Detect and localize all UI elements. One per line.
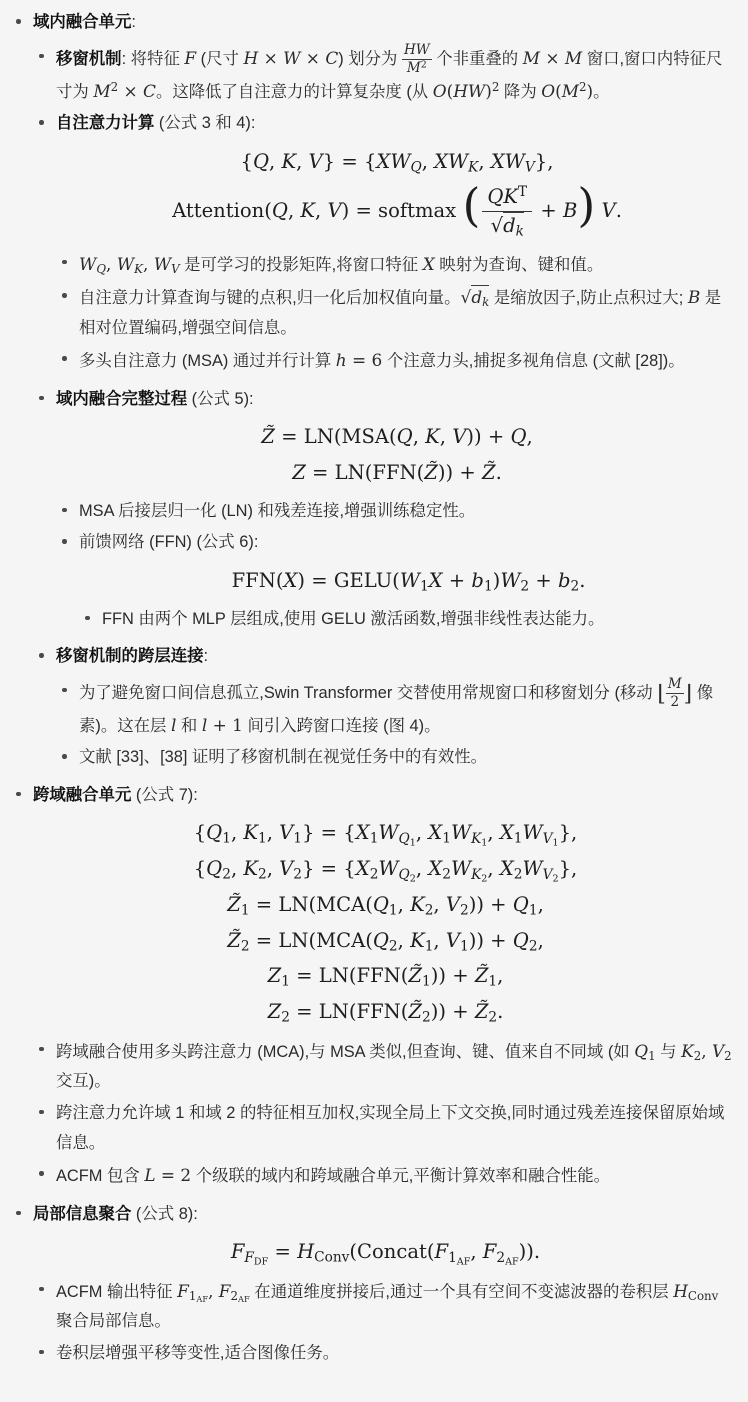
item-acfm-output-concat [36, 1276, 735, 1337]
bullet-icon [39, 54, 44, 59]
list-item-text: 跨域融合单元 (公式 7): [33, 785, 198, 804]
item-intra-domain-fusion-unit-row [13, 8, 735, 38]
item-local-information-aggregation-children [36, 1240, 735, 1368]
list-item-text: FFN 由两个 MLP 层组成,使用 GELU 激活函数,增强非线性表达能力。 [102, 609, 605, 628]
bullet-icon [62, 260, 67, 265]
list-item-text: 移窗机制的跨层连接: [56, 647, 209, 666]
list-item-text: ACFM 输出特征 $F_{1_{AF}}$, $F_{2_{AF}}$ 在通道维度拼接后,通过一个具有空间不变滤波器的卷积层 $H_{Conv}$ 聚合局部信息。 [56, 1280, 719, 1331]
item-references-33-38 [59, 743, 735, 773]
item-ffn-two-mlp [82, 605, 735, 635]
bullet-icon [39, 1350, 44, 1355]
bullet-icon [62, 293, 67, 298]
formula-z1-ffn: $Z_1$ = $LN(FFN(Z̃_1))$ + $Z̃_1$, [267, 964, 504, 990]
bullet-icon [62, 508, 67, 513]
formula-q2k2v2: {$Q_2$, $K_2$, $V_2\} = \{X_2W_{Q_2}$, $X_2W_{K_2}$, $X_2W_{V_2}$}, [193, 857, 578, 884]
list-item-text: ACFM 包含 L = 2 个级联的域内和跨域融合单元,平衡计算效率和融合性能。 [56, 1165, 611, 1186]
item-intra-domain-fusion-unit [13, 8, 735, 773]
bullet-icon [39, 396, 44, 401]
item-mca-description-row [36, 1036, 735, 1097]
item-local-information-aggregation [13, 1200, 735, 1369]
item-intra-domain-complete-process-children [59, 425, 735, 634]
item-acfm-cascade-row [36, 1160, 735, 1192]
bullet-icon [62, 539, 67, 544]
item-dot-product-scaling-row [59, 282, 735, 343]
bullet-icon [62, 688, 67, 693]
list-item-text: 卷积层增强平移等变性,适合图像任务。 [56, 1343, 340, 1362]
item-multi-head-msa-row [59, 345, 735, 377]
item-avoid-window-isolation [59, 677, 735, 742]
item-acfm-output-concat-row [36, 1276, 735, 1337]
bullet-icon [39, 1171, 44, 1176]
formula-fdf-conv: $F_{F_{DF}}$ = $H_{Conv}(Concat(F_{1_{AF}}$, $F_{2_{AF}}$)). [230, 1240, 541, 1267]
list-item-text: 跨注意力允许域 1 和域 2 的特征相互加权,实现全局上下文交换,同时通过残差连接保留原始域信息。 [56, 1103, 725, 1152]
item-conv-translation-equivariance-row [36, 1339, 735, 1369]
formula-attention-softmax: Attention(Q, K, V) = softmax ( $QK^T$ $√d_k$ + B) V. [172, 178, 622, 240]
item-ffn-feed-forward-children [82, 569, 735, 634]
item-ffn-two-mlp-row [82, 605, 735, 635]
bullet-icon [16, 1211, 21, 1216]
bullet-icon [16, 792, 21, 797]
formula-z1-tilde-mca: $Z̃_1 = LN(MCA(Q_1$, $K_2$, $V_2)) + Q_1$, [227, 892, 544, 919]
item-conv-translation-equivariance [36, 1339, 735, 1369]
list-item-text: 域内融合完整过程 (公式 5): [56, 389, 254, 408]
formula-ffn-gelu: $FFN(X) = GELU(W_1X + b_1)W_2 + b_2$. [231, 568, 586, 595]
list-item-text: 多头自注意力 (MSA) 通过并行计算 h = 6 个注意力头,捕捉多视角信息 (文献 [28])。 [79, 350, 685, 371]
item-self-attention-computation-row [36, 109, 735, 139]
list-item-text: 域内融合单元: [33, 13, 136, 31]
bullet-icon [39, 1047, 44, 1052]
list-item-text: 文献 [33]、[38] 证明了移窗机制在视觉任务中的有效性。 [79, 748, 487, 767]
item-avoid-window-isolation-row [59, 677, 735, 742]
bullet-icon [16, 19, 21, 24]
formula-z-tilde-msa: Z̃ = LN(MSA(Q, K, V)) + Q, [261, 425, 533, 449]
list-item-text: $W_Q$, $W_K$, $W_V$ 是可学习的投影矩阵,将窗口特征 X 映射为查询、键和值。 [79, 253, 604, 276]
bullet-icon [39, 1287, 44, 1292]
formula-qkv-projection: {Q, K, $V\} = \{XW_Q$, $XW_K$, $XW_V$}, [240, 149, 554, 176]
bullet-icon [39, 120, 44, 125]
item-multi-head-msa [59, 345, 735, 377]
item-ffn-feed-forward [59, 528, 735, 634]
item-intra-domain-complete-process [36, 385, 735, 634]
item-msa-layernorm-residual [59, 497, 735, 527]
item-projection-matrices-row [59, 249, 735, 281]
list-item-text: 为了避免窗口间信息孤立,Swin Transformer 交替使用常规窗口和移窗划分 (移动 ⌊ $\frac{M}{2}$ ⌋ 像素)。这在层 l 和 l + 1 间引入跨窗口连接 (图 4)。 [79, 676, 714, 735]
item-self-attention-computation [36, 109, 735, 376]
list-item-text: 跨域融合使用多头跨注意力 (MCA),与 MSA 类似,但查询、键、值来自不同域 (如 $Q_1$ 与 $K_2$, $V_2$ 交互)。 [56, 1040, 732, 1091]
bullet-icon [62, 754, 67, 759]
bullet-icon [62, 356, 67, 361]
item-references-33-38-row [59, 743, 735, 773]
item-intra-domain-fusion-unit-children [36, 43, 735, 773]
item-acfm-cascade [36, 1160, 735, 1192]
item-dot-product-scaling [59, 282, 735, 343]
item-shifted-window-mechanism-row [36, 43, 735, 108]
item-cross-domain-fusion-unit-children [36, 821, 735, 1191]
bullet-icon [85, 616, 90, 621]
list-item-text: MSA 后接层归一化 (LN) 和残差连接,增强训练稳定性。 [79, 501, 476, 520]
item-self-attention-computation-children [59, 150, 735, 377]
list-item-text: 移窗机制: 将特征 F (尺寸 H × W × C) 划分为 $\frac{HW}{M^2}$ 个非重叠的 M × M 窗口,窗口内特征尺寸为 $M^2 \times C$。这降低了自注意力的计算复杂度 (从 O(HW)$^2$ 降为 $O(M^2)$。 [56, 42, 723, 101]
list-item-text: 自注意力计算 (公式 3 和 4): [56, 114, 256, 133]
bullet-icon [39, 1110, 44, 1115]
item-shifted-window-cross-layer-row [36, 642, 735, 672]
list-item-text: 自注意力计算查询与键的点积,归一化后加权值向量。$√d_k$ 是缩放因子,防止点积过大; B 是相对位置编码,增强空间信息。 [79, 287, 722, 337]
item-cross-attention-weighting [36, 1099, 735, 1158]
formula-z2-tilde-mca: $Z̃_2 = LN(MCA(Q_2$, $K_1$, $V_1)) + Q_2$, [227, 928, 544, 955]
item-cross-domain-fusion-unit [13, 781, 735, 1192]
item-projection-matrices [59, 249, 735, 281]
item-shifted-window-mechanism [36, 43, 735, 108]
item-local-information-aggregation-row [13, 1200, 735, 1230]
item-msa-layernorm-residual-row [59, 497, 735, 527]
formula-z-ffn: Z = LN(FFN(Z̃)) + Z̃. [292, 460, 502, 484]
list-item-text: 局部信息聚合 (公式 8): [33, 1204, 198, 1223]
list-item-text: 前馈网络 (FFN) (公式 6): [79, 533, 259, 552]
item-ffn-feed-forward-row [59, 528, 735, 558]
item-shifted-window-cross-layer [36, 642, 735, 773]
item-mca-description [36, 1036, 735, 1097]
bullet-icon [39, 653, 44, 658]
item-shifted-window-cross-layer-children [59, 677, 735, 773]
item-intra-domain-complete-process-row [36, 385, 735, 415]
item-cross-attention-weighting-row [36, 1099, 735, 1158]
formula-z2-ffn: $Z_2$ = $LN(FFN(Z̃_2))$ + $Z̃_2$. [267, 1000, 504, 1026]
item-cross-domain-fusion-unit-row [13, 781, 735, 811]
formula-q1k1v1: {$Q_1$, $K_1$, $V_1\} = \{X_1W_{Q_1}$, $X_1W_{K_1}$, $X_1W_{V_1}$}, [193, 821, 578, 849]
